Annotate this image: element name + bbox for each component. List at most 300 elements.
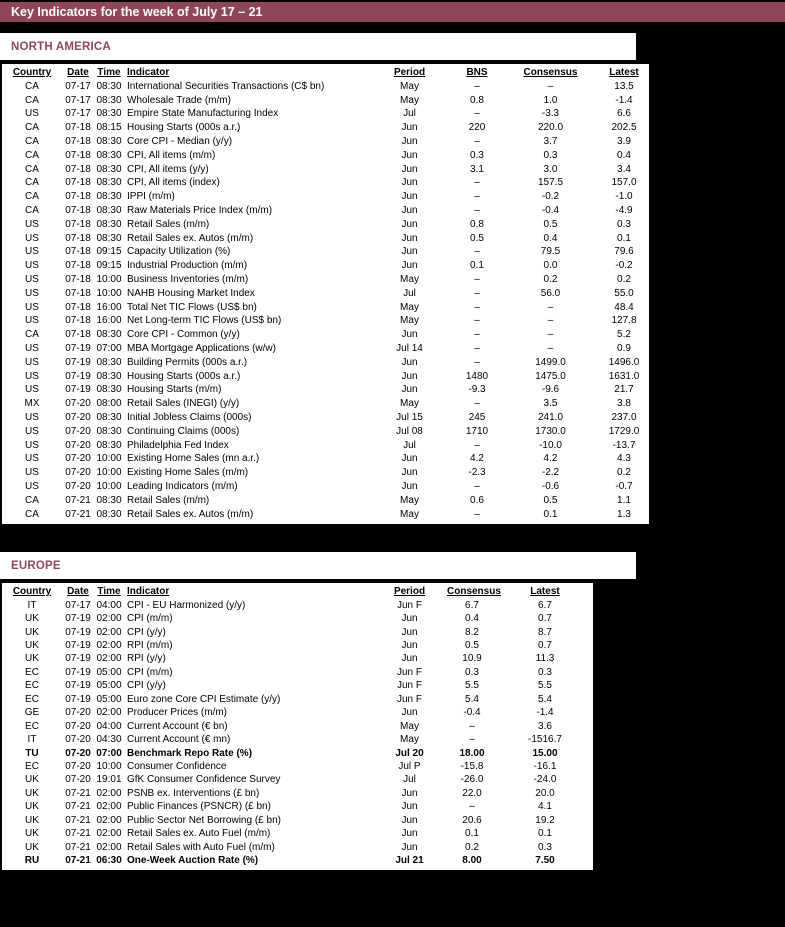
- table-cell: 4.3: [617, 453, 631, 465]
- table-cell: RU: [24, 855, 40, 867]
- table-cell: 0.4: [617, 149, 631, 161]
- table-cell: UK: [25, 626, 39, 638]
- table-row: [2, 356, 649, 370]
- table-cell: 07-19: [65, 343, 91, 355]
- table-cell: 04:00: [96, 720, 122, 732]
- table-cell: Wholesale Trade (m/m): [127, 94, 231, 106]
- table-cell: 1496.0: [608, 356, 640, 368]
- table-cell: 07-19: [65, 613, 91, 625]
- table-row: [2, 232, 649, 246]
- table-cell: 05:00: [96, 666, 122, 678]
- table-cell: –: [474, 287, 480, 299]
- table-cell: 127.8: [611, 315, 637, 327]
- table-cell: CA: [25, 177, 39, 189]
- table-cell: 08:30: [96, 136, 122, 148]
- table-cell: May: [400, 494, 419, 506]
- report-title-bar: [0, 2, 785, 22]
- table-row: [2, 218, 649, 232]
- table-cell: 04:30: [96, 734, 122, 746]
- table-cell: 07:00: [96, 747, 122, 759]
- table-cell: Capacity Utilization (%): [127, 246, 231, 258]
- table-row: [2, 301, 649, 315]
- table-cell: 07-18: [65, 315, 91, 327]
- table-row: [2, 177, 649, 191]
- table-row: [2, 599, 593, 612]
- table-cell: 08:30: [96, 163, 122, 175]
- table-cell: Housing Starts (000s a.r.): [127, 370, 241, 382]
- table-row: [2, 397, 649, 411]
- table-cell: Jun: [401, 626, 418, 638]
- table-row: [2, 328, 649, 342]
- table-cell: –: [474, 398, 480, 410]
- table-cell: Jun: [401, 149, 418, 161]
- table-cell: 157.5: [537, 177, 564, 189]
- table-cell: 10:00: [96, 287, 122, 299]
- table-cell: 55.0: [614, 287, 634, 299]
- table-row: [2, 760, 593, 773]
- table-cell: 07-21: [65, 801, 91, 813]
- table-cell: 5.4: [465, 693, 479, 705]
- table-cell: 08:30: [96, 384, 122, 396]
- table-cell: 8.2: [465, 626, 479, 638]
- table-cell: 5.5: [538, 680, 552, 692]
- table-cell: –: [547, 80, 554, 92]
- table-cell: -0.2: [541, 191, 560, 203]
- column-header: Time: [97, 586, 121, 597]
- table-cell: 0.1: [538, 828, 552, 840]
- table-cell: 0.2: [617, 467, 631, 479]
- table-cell: 07-19: [65, 693, 91, 705]
- table-cell: -24.0: [533, 774, 557, 786]
- table-cell: 237.0: [611, 412, 637, 424]
- table-row: [2, 287, 649, 301]
- table-cell: 6.6: [617, 108, 631, 120]
- column-header: BNS: [466, 67, 488, 78]
- table-cell: 08:30: [96, 370, 122, 382]
- table-cell: 3.1: [470, 163, 484, 175]
- table-cell: 15.00: [532, 747, 558, 759]
- table-cell: CPI (m/m): [127, 666, 173, 678]
- table-cell: –: [474, 315, 480, 327]
- table-cell: -13.7: [612, 439, 636, 451]
- table-cell: UK: [25, 653, 39, 665]
- table-cell: Jun: [401, 653, 418, 665]
- table-cell: 07-17: [65, 80, 91, 92]
- table-cell: Consumer Confidence: [127, 760, 227, 772]
- table-row: [2, 508, 649, 522]
- table-cell: 1631.0: [608, 370, 640, 382]
- table-cell: 08:30: [96, 205, 122, 217]
- table-cell: Jun: [401, 841, 418, 853]
- table-cell: CA: [25, 494, 39, 506]
- table-cell: Jun: [401, 640, 418, 652]
- table-cell: 1730.0: [535, 425, 566, 437]
- table-row: [2, 246, 649, 260]
- table-row: [2, 108, 649, 122]
- table-cell: CA: [25, 149, 39, 161]
- table-row: [2, 149, 649, 163]
- table-cell: Jun: [401, 177, 418, 189]
- table-cell: 5.2: [617, 329, 631, 341]
- table-cell: 18.00: [459, 747, 485, 759]
- table-cell: 0.3: [617, 218, 631, 230]
- table-row: [2, 453, 649, 467]
- table-cell: 07-19: [65, 370, 91, 382]
- table-cell: Jul 20: [395, 747, 424, 759]
- column-header: Indicator: [127, 67, 170, 78]
- column-header: Country: [12, 67, 52, 78]
- table-cell: CA: [25, 122, 39, 134]
- table-row: [2, 693, 593, 706]
- table-row: [2, 653, 593, 666]
- table-cell: Existing Home Sales (m/m): [127, 467, 249, 479]
- table-header-row: [2, 65, 649, 80]
- table-cell: Jun: [401, 356, 418, 368]
- table-cell: 08:30: [96, 108, 122, 120]
- table-cell: MBA Mortgage Applications (w/w): [127, 343, 276, 355]
- table-cell: Producer Prices (m/m): [127, 707, 228, 719]
- table-cell: CA: [25, 329, 39, 341]
- table-cell: CA: [25, 94, 39, 106]
- table-cell: 07-18: [65, 287, 91, 299]
- table-cell: IPPI (m/m): [127, 191, 175, 203]
- table-cell: US: [25, 218, 39, 230]
- table-cell: EC: [25, 666, 39, 678]
- table-cell: 07-19: [65, 626, 91, 638]
- table-row: [2, 787, 593, 800]
- table-cell: 09:15: [96, 246, 122, 258]
- table-cell: -3.3: [541, 108, 560, 120]
- table-row: [2, 315, 649, 329]
- table-row: [2, 707, 593, 720]
- table-cell: 1480: [465, 370, 489, 382]
- table-cell: 3.0: [543, 163, 558, 175]
- table-cell: Jun F: [396, 680, 422, 692]
- table-cell: 0.4: [543, 232, 558, 244]
- table-cell: UK: [25, 640, 39, 652]
- table-cell: Current Account (€ bn): [127, 720, 228, 732]
- table-cell: EC: [25, 760, 39, 772]
- table-cell: Jun: [401, 467, 418, 479]
- table-cell: –: [474, 108, 480, 120]
- table-cell: 20.6: [462, 814, 482, 826]
- table-row: [2, 80, 649, 94]
- table-cell: 07-21: [65, 828, 91, 840]
- table-cell: –: [474, 177, 480, 189]
- table-cell: 05:00: [96, 680, 122, 692]
- table-cell: 4.1: [538, 801, 552, 813]
- table-cell: 08:30: [96, 177, 122, 189]
- table-cell: Housing Starts (m/m): [127, 384, 222, 396]
- table-cell: 0.3: [465, 666, 479, 678]
- table-cell: UK: [25, 774, 39, 786]
- table-row: [2, 384, 649, 398]
- table-cell: 10:00: [96, 453, 122, 465]
- table-row: [2, 814, 593, 827]
- europe-table-panel: [0, 581, 595, 872]
- table-cell: 08:30: [96, 425, 122, 437]
- table-cell: GfK Consumer Confidence Survey: [127, 774, 281, 786]
- table-cell: 07-20: [65, 720, 91, 732]
- table-cell: 07-20: [65, 734, 91, 746]
- table-row: [2, 747, 593, 760]
- table-cell: 6.7: [465, 599, 479, 611]
- table-row: [2, 494, 649, 508]
- table-cell: Jul 08: [396, 425, 423, 437]
- table-cell: 07-19: [65, 384, 91, 396]
- table-cell: Jun F: [396, 599, 422, 611]
- table-cell: GE: [24, 707, 40, 719]
- table-cell: TU: [25, 747, 39, 759]
- table-cell: US: [25, 287, 39, 299]
- table-row: [2, 190, 649, 204]
- table-cell: Jun F: [396, 693, 422, 705]
- table-cell: -9.6: [541, 384, 560, 396]
- table-cell: 10:00: [96, 481, 122, 492]
- table-cell: –: [474, 343, 480, 355]
- table-cell: –: [547, 343, 554, 355]
- table-cell: 07-18: [65, 177, 91, 189]
- column-header: Period: [393, 586, 426, 597]
- table-cell: MX: [24, 398, 40, 410]
- table-cell: Retail Sales ex. Auto Fuel (m/m): [127, 828, 271, 840]
- table-row: [2, 163, 649, 177]
- table-cell: 6.7: [538, 599, 552, 611]
- table-cell: 07-20: [65, 425, 91, 437]
- column-header: Consensus: [523, 67, 578, 78]
- north-america-table-panel: [0, 62, 651, 526]
- table-cell: Retail Sales with Auto Fuel (m/m): [127, 841, 275, 853]
- table-cell: 0.1: [543, 508, 558, 520]
- table-cell: UK: [25, 814, 39, 826]
- table-cell: US: [25, 370, 39, 382]
- table-cell: 07:00: [96, 343, 122, 355]
- table-cell: 08:30: [96, 149, 122, 161]
- table-cell: 02:00: [96, 653, 122, 665]
- table-cell: 07-18: [65, 301, 91, 313]
- table-cell: –: [474, 191, 480, 203]
- table-cell: NAHB Housing Market Index: [127, 287, 255, 299]
- table-cell: 07-21: [65, 508, 91, 520]
- table-cell: 10:00: [96, 467, 122, 479]
- table-cell: Jun: [401, 370, 418, 382]
- table-cell: –: [474, 274, 480, 286]
- table-cell: May: [400, 720, 419, 732]
- table-row: [2, 827, 593, 840]
- table-cell: 20.0: [535, 787, 555, 799]
- section-band-europe: [0, 552, 636, 579]
- table-cell: 0.8: [470, 94, 484, 106]
- table-cell: 0.4: [465, 613, 479, 625]
- table-cell: Benchmark Repo Rate (%): [127, 747, 253, 759]
- table-cell: UK: [25, 828, 39, 840]
- table-cell: 3.4: [617, 163, 631, 175]
- table-cell: 1499.0: [535, 356, 566, 368]
- table-cell: 07-18: [65, 246, 91, 258]
- table-cell: Business Inventories (m/m): [127, 274, 249, 286]
- table-cell: 3.7: [543, 136, 558, 148]
- table-cell: US: [25, 274, 39, 286]
- table-cell: Jul 15: [396, 412, 423, 424]
- table-cell: 10.9: [462, 653, 482, 665]
- table-row: [2, 273, 649, 287]
- table-cell: -1.4: [536, 707, 554, 719]
- table-cell: Housing Starts (000s a.r.): [127, 122, 241, 134]
- table-cell: 1475.0: [535, 370, 566, 382]
- section-band-north-america: [0, 33, 636, 60]
- table-cell: Leading Indicators (m/m): [127, 481, 238, 492]
- table-cell: Philadelphia Fed Index: [127, 439, 229, 451]
- table-cell: May: [400, 80, 419, 92]
- section-label-north-america: NORTH AMERICA: [11, 40, 111, 53]
- table-cell: 02:00: [96, 787, 122, 799]
- table-cell: 79.6: [614, 246, 634, 258]
- table-cell: CPI, All items (index): [127, 177, 220, 189]
- table-cell: 07-20: [65, 481, 91, 492]
- table-cell: –: [474, 356, 480, 368]
- table-cell: 02:00: [96, 801, 122, 813]
- table-cell: CPI (m/m): [127, 613, 173, 625]
- table-cell: 0.0: [543, 260, 558, 272]
- table-cell: 07-20: [65, 747, 91, 759]
- table-cell: 05:00: [96, 693, 122, 705]
- table-row: [2, 480, 649, 494]
- table-cell: 56.0: [540, 287, 561, 299]
- table-cell: 07-21: [65, 814, 91, 826]
- table-cell: -4.9: [615, 205, 633, 217]
- table-cell: 08:30: [96, 508, 122, 520]
- table-cell: -0.2: [615, 260, 633, 272]
- table-cell: CA: [25, 191, 39, 203]
- table-cell: 07-18: [65, 191, 91, 203]
- table-cell: US: [25, 232, 39, 244]
- table-cell: -2.3: [468, 467, 486, 479]
- table-cell: Core CPI - Median (y/y): [127, 136, 233, 148]
- table-cell: PSNB ex. Interventions (£ bn): [127, 787, 260, 799]
- table-cell: 19:01: [96, 774, 122, 786]
- table-cell: CA: [25, 80, 39, 92]
- table-cell: 08:30: [96, 218, 122, 230]
- table-cell: Euro zone Core CPI Estimate (y/y): [127, 693, 281, 705]
- column-header: Consensus: [447, 586, 501, 597]
- table-cell: 0.2: [465, 841, 479, 853]
- table-cell: 07-20: [65, 439, 91, 451]
- table-cell: 07-18: [65, 122, 91, 134]
- table-cell: 08:15: [96, 122, 122, 134]
- table-cell: 0.3: [470, 149, 484, 161]
- table-cell: -1.4: [615, 94, 633, 106]
- table-cell: 16:00: [96, 301, 122, 313]
- table-cell: –: [474, 301, 480, 313]
- table-cell: Total Net TIC Flows (US$ bn): [127, 301, 257, 313]
- table-cell: US: [25, 412, 39, 424]
- table-cell: 07-21: [65, 787, 91, 799]
- table-cell: 07-17: [65, 94, 91, 106]
- table-cell: 1729.0: [608, 425, 640, 437]
- table-cell: Retail Sales (m/m): [127, 494, 210, 506]
- table-row: [2, 439, 649, 453]
- table-cell: 07-18: [65, 136, 91, 148]
- table-cell: May: [400, 315, 419, 327]
- table-cell: CA: [25, 508, 39, 520]
- table-cell: Building Permits (000s a.r.): [127, 356, 248, 368]
- table-cell: 11.3: [535, 653, 555, 665]
- table-cell: 245: [468, 412, 486, 424]
- table-cell: -0.4: [463, 707, 481, 719]
- table-cell: 07-18: [65, 149, 91, 161]
- table-cell: 08:30: [96, 412, 122, 424]
- table-cell: Jul 21: [395, 855, 424, 867]
- table-cell: –: [474, 508, 480, 520]
- table-cell: 13.5: [614, 80, 634, 92]
- table-row: [2, 370, 649, 384]
- table-cell: 4.2: [543, 453, 558, 465]
- table-cell: 1.0: [543, 94, 558, 106]
- table-cell: 07-18: [65, 274, 91, 286]
- table-cell: 1710: [465, 425, 489, 437]
- table-cell: RPI (m/m): [127, 640, 173, 652]
- table-row: [2, 466, 649, 480]
- table-cell: May: [400, 94, 419, 106]
- europe-table: [2, 584, 593, 868]
- table-cell: Jul P: [398, 760, 421, 772]
- table-cell: Empire State Manufacturing Index: [127, 108, 279, 120]
- table-cell: 07-21: [65, 841, 91, 853]
- table-cell: –: [474, 481, 480, 492]
- table-cell: 07-20: [65, 774, 91, 786]
- table-cell: –: [547, 301, 554, 313]
- table-cell: 10:00: [96, 760, 122, 772]
- table-cell: EC: [25, 720, 39, 732]
- section-label-europe: EUROPE: [11, 559, 61, 572]
- table-cell: 02:00: [96, 640, 122, 652]
- table-row: [2, 680, 593, 693]
- table-cell: –: [474, 329, 480, 341]
- table-cell: US: [25, 343, 39, 355]
- table-cell: CPI (y/y): [127, 626, 166, 638]
- table-cell: 09:15: [96, 260, 122, 272]
- table-cell: May: [400, 274, 419, 286]
- table-cell: 08:30: [96, 439, 122, 451]
- table-cell: 220: [468, 122, 486, 134]
- table-cell: Jul: [403, 108, 416, 120]
- table-cell: Jun: [401, 828, 418, 840]
- table-cell: US: [25, 301, 39, 313]
- table-cell: 202.5: [611, 122, 637, 134]
- table-cell: Core CPI - Common (y/y): [127, 329, 240, 341]
- table-cell: US: [25, 384, 39, 396]
- table-cell: 08:00: [96, 398, 122, 410]
- table-cell: -15.8: [460, 760, 484, 772]
- table-cell: Jun: [401, 613, 418, 625]
- table-row: [2, 733, 593, 746]
- table-cell: 0.5: [543, 218, 558, 230]
- column-header: Latest: [530, 586, 560, 597]
- table-row: [2, 720, 593, 733]
- table-cell: Jul: [403, 439, 416, 451]
- table-row: [2, 666, 593, 679]
- table-cell: 22.0: [462, 787, 482, 799]
- table-cell: 1.3: [617, 508, 631, 520]
- table-cell: Jul 14: [396, 343, 423, 355]
- table-cell: 08:30: [96, 329, 122, 341]
- table-row: [2, 854, 593, 867]
- north-america-table: [2, 65, 649, 522]
- table-cell: -0.6: [541, 481, 560, 492]
- table-cell: 08:30: [96, 191, 122, 203]
- table-cell: US: [25, 439, 39, 451]
- table-cell: Jun: [401, 136, 418, 148]
